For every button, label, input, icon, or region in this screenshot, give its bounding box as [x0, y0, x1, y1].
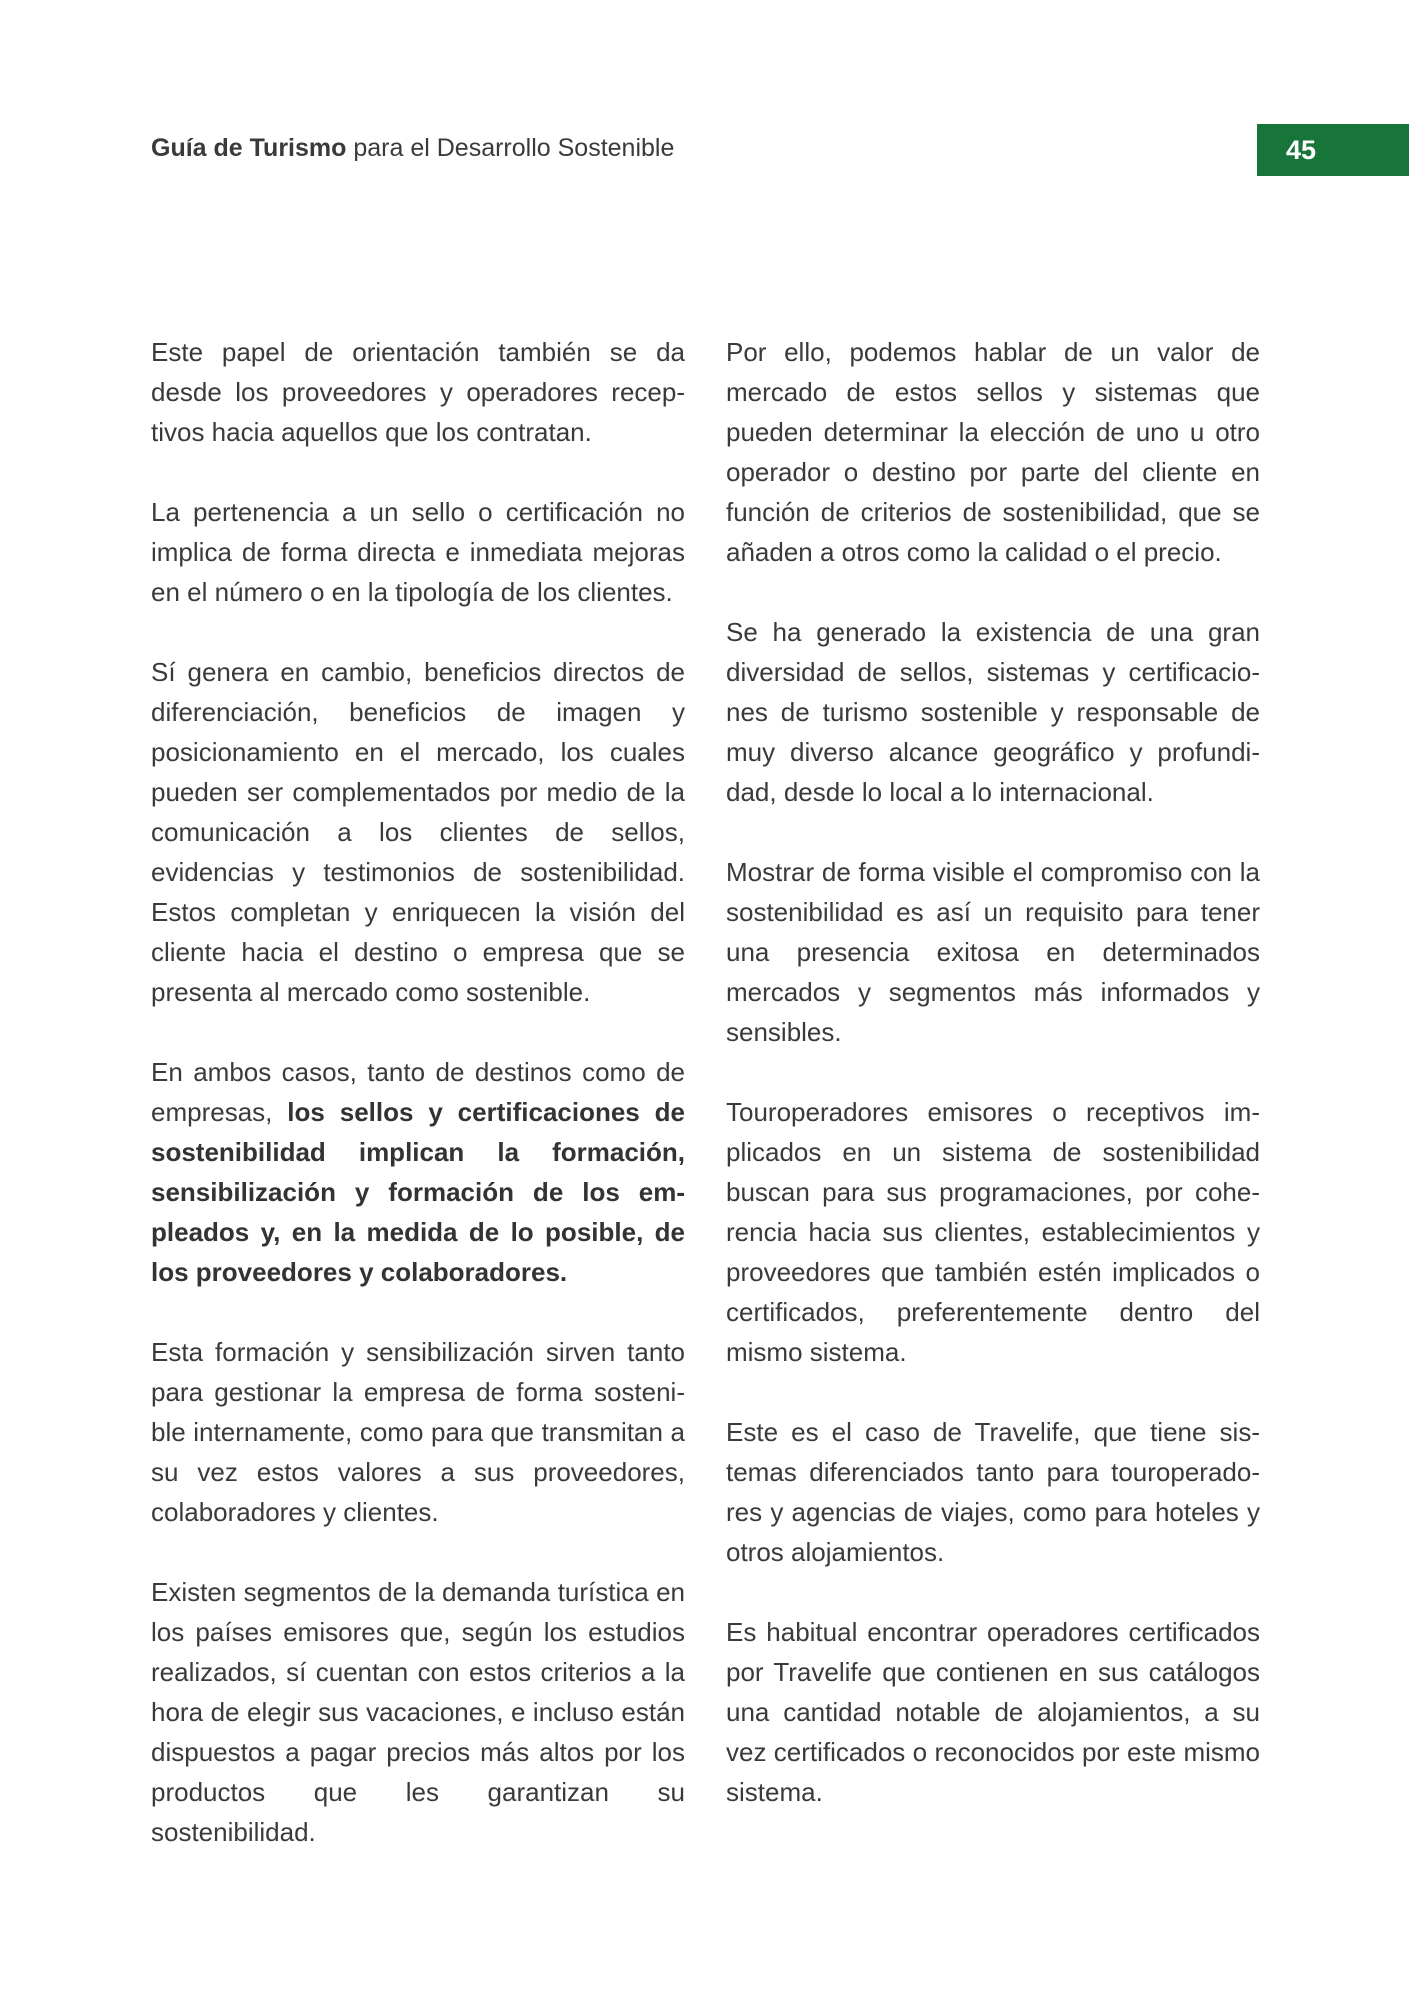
paragraph: Sí genera en cambio, beneficios directos de diferenciación, beneficios de imagen y posicionamiento en el mercado, los cuales pueden ser complementados por medio de la comunicación a los clientes de sellos, evidencias y testimonios de sostenibilidad. Estos completan y enriquecen la visión del cliente hacia el destino o empresa que se presenta al mercado como sostenible. — [151, 657, 685, 1007]
paragraph: Se ha generado la existencia de una gran diversidad de sellos, sistemas y certificaciones de turismo sostenible y responsable de muy diverso alcance geográfico y profundidad, desde lo local a lo internacional. — [726, 617, 1260, 807]
paragraph — [151, 1052, 685, 1292]
left-column — [151, 332, 685, 1892]
paragraph: Touroperadores emisores o receptivos implicados en un sistema de sostenibilidad buscan para sus programaciones, por coherencia hacia sus clientes, establecimientos y proveedores que también estén implicados o certificados, preferentemente dentro del mismo sistema. — [726, 1097, 1260, 1367]
page-number-badge: 45 — [1257, 124, 1409, 176]
paragraph: Por ello, podemos hablar de un valor de mercado de estos sellos y sistemas que pueden determinar la elección de uno u otro operador o destino por parte del cliente en función de criterios de sostenibilidad, que se añaden a otros como la calidad o el precio. — [726, 337, 1260, 567]
running-header — [151, 134, 674, 163]
paragraph: Existen segmentos de la demanda turística en los países emisores que, según los estudios realizados, sí cuentan con estos criterios a la hora de elegir sus vacaciones, e incluso están dispuestos a pagar precios más altos por los productos que les garantizan su sostenibilidad. — [151, 1577, 685, 1847]
header-title-rest: para el Desarrollo Sostenible — [346, 134, 675, 162]
paragraph: Mostrar de forma visible el compromiso con la sostenibilidad es así un requisito para tener una presencia exitosa en determinados mercados y segmentos más informados y sensibles. — [726, 857, 1260, 1047]
paragraph: Esta formación y sensibilización sirven tanto para gestionar la empresa de forma sostenible internamente, como para que transmitan a su vez estos valores a sus proveedores, colaboradores y clientes. — [151, 1337, 685, 1527]
paragraph: Este es el caso de Travelife, que tiene sistemas diferenciados tanto para touroperadores y agencias de viajes, como para hoteles y otros alojamientos. — [726, 1417, 1260, 1567]
paragraph-bold-text: los sellos y certificaciones de sostenibilidad implican la formación, sensibilización y formación de los empleados y, en la medida de lo posible, de los proveedores y colaboradores. — [151, 1097, 686, 1287]
header-title-bold: Guía de Turismo — [151, 134, 347, 162]
paragraph-text: En ambos casos, tanto de destinos como de empresas, — [151, 1057, 685, 1127]
paragraph: Este papel de orientación también se da desde los proveedores y operadores receptivos hacia aquellos que los contratan. — [151, 337, 685, 447]
paragraph: La pertenencia a un sello o certificación no implica de forma directa e inmediata mejoras en el número o en la tipología de los clientes. — [151, 497, 685, 607]
paragraph: Es habitual encontrar operadores certificados por Travelife que contienen en sus catálogos una cantidad notable de alojamientos, a su vez certificados o reconocidos por este mismo sistema. — [726, 1617, 1260, 1807]
right-column — [726, 332, 1260, 1852]
